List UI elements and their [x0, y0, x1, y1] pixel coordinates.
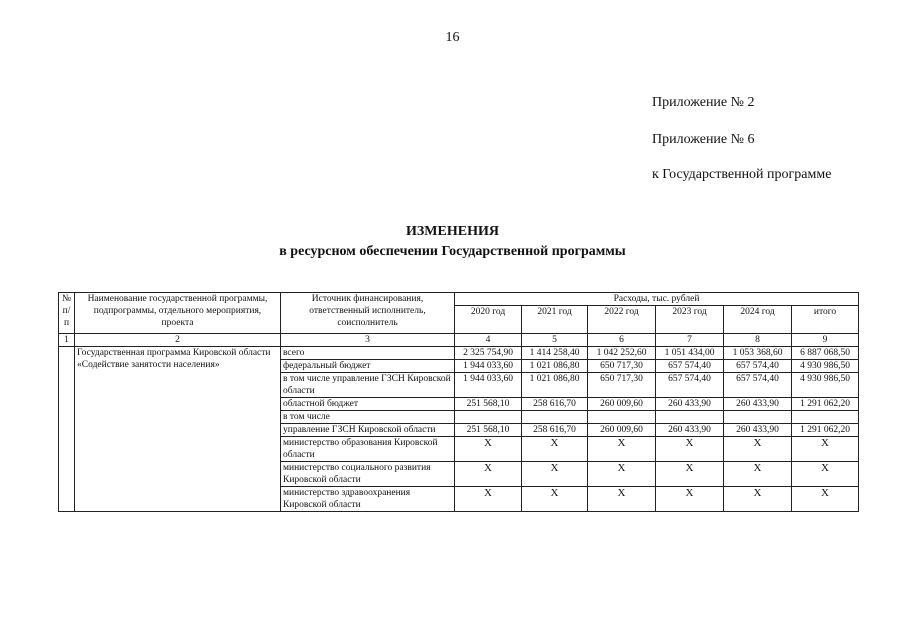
- source-cell: министерство социального развития Кировской области: [281, 462, 455, 487]
- value-cell: 1 021 086,80: [522, 360, 588, 373]
- value-cell: X: [724, 462, 792, 487]
- value-cell: 260 009,60: [588, 424, 656, 437]
- header-num: № п/п: [59, 293, 75, 334]
- value-cell: 251 568,10: [455, 424, 522, 437]
- value-cell: 1 944 033,60: [455, 373, 522, 398]
- source-cell: министерство образования Кировской области: [281, 437, 455, 462]
- document-subtitle: в ресурсном обеспечении Государственной программы: [279, 244, 626, 259]
- value-cell: 6 887 068,50: [792, 347, 859, 360]
- index-cell: 1: [59, 334, 75, 347]
- value-cell: X: [724, 437, 792, 462]
- value-cell: 650 717,30: [588, 360, 656, 373]
- value-cell: 1 042 252,60: [588, 347, 656, 360]
- value-cell: 258 616,70: [522, 398, 588, 411]
- value-cell: 1 051 434,00: [656, 347, 724, 360]
- header-name: Наименование государственной программы, подпрограммы, отдельного мероприятия, проекта: [75, 293, 281, 334]
- appendix-line-2: Приложение № 6: [652, 132, 755, 147]
- source-cell: в том числе: [281, 411, 455, 424]
- program-name-cell: Государственная программа Кировской области «Содействие занятости населения»: [75, 347, 281, 512]
- value-cell: 657 574,40: [656, 373, 724, 398]
- value-cell: X: [522, 462, 588, 487]
- source-cell: управление ГЗСН Кировской области: [281, 424, 455, 437]
- header-year: 2024 год: [724, 306, 792, 334]
- value-cell: 4 930 986,50: [792, 373, 859, 398]
- value-cell: X: [792, 487, 859, 512]
- value-cell: [656, 411, 724, 424]
- index-cell: 2: [75, 334, 281, 347]
- appendix-line-1: Приложение № 2: [652, 95, 755, 110]
- value-cell: X: [588, 487, 656, 512]
- value-cell: 260 009,60: [588, 398, 656, 411]
- value-cell: X: [588, 462, 656, 487]
- value-cell: 2 325 754,90: [455, 347, 522, 360]
- header-year: 2023 год: [656, 306, 724, 334]
- index-cell: 7: [656, 334, 724, 347]
- value-cell: X: [522, 437, 588, 462]
- row-num-cell: [59, 347, 75, 512]
- value-cell: X: [656, 487, 724, 512]
- index-cell: 3: [281, 334, 455, 347]
- value-cell: 657 574,40: [724, 360, 792, 373]
- value-cell: [522, 411, 588, 424]
- value-cell: X: [455, 487, 522, 512]
- value-cell: 1 291 062,20: [792, 424, 859, 437]
- value-cell: X: [588, 437, 656, 462]
- value-cell: 260 433,90: [656, 424, 724, 437]
- header-expenses: Расходы, тыс. рублей: [455, 293, 859, 306]
- value-cell: X: [792, 462, 859, 487]
- value-cell: [792, 411, 859, 424]
- page-number: 16: [445, 30, 460, 45]
- document-title: ИЗМЕНЕНИЯ: [406, 224, 499, 239]
- index-cell: 6: [588, 334, 656, 347]
- value-cell: 1 414 258,40: [522, 347, 588, 360]
- value-cell: 4 930 986,50: [792, 360, 859, 373]
- value-cell: 1 053 368,60: [724, 347, 792, 360]
- header-year: 2020 год: [455, 306, 522, 334]
- value-cell: 260 433,90: [724, 424, 792, 437]
- header-year: 2022 год: [588, 306, 656, 334]
- appendix-line-3: к Государственной программе: [652, 167, 832, 182]
- value-cell: 260 433,90: [656, 398, 724, 411]
- source-cell: областной бюджет: [281, 398, 455, 411]
- resources-table: [58, 292, 859, 512]
- value-cell: 251 568,10: [455, 398, 522, 411]
- index-cell: 8: [724, 334, 792, 347]
- index-cell: 9: [792, 334, 859, 347]
- source-cell: министерство здравоохранения Кировской области: [281, 487, 455, 512]
- index-cell: 5: [522, 334, 588, 347]
- value-cell: 657 574,40: [656, 360, 724, 373]
- value-cell: X: [522, 487, 588, 512]
- header-year: 2021 год: [522, 306, 588, 334]
- value-cell: [588, 411, 656, 424]
- value-cell: 260 433,90: [724, 398, 792, 411]
- value-cell: 1 021 086,80: [522, 373, 588, 398]
- value-cell: [455, 411, 522, 424]
- value-cell: 258 616,70: [522, 424, 588, 437]
- header-source: Источник финансирования, ответственный исполнитель, соисполнитель: [281, 293, 455, 334]
- value-cell: X: [455, 437, 522, 462]
- source-cell: всего: [281, 347, 455, 360]
- source-cell: федеральный бюджет: [281, 360, 455, 373]
- value-cell: X: [792, 437, 859, 462]
- index-cell: 4: [455, 334, 522, 347]
- value-cell: X: [656, 437, 724, 462]
- value-cell: X: [455, 462, 522, 487]
- header-total: итого: [792, 306, 859, 334]
- value-cell: 657 574,40: [724, 373, 792, 398]
- value-cell: X: [656, 462, 724, 487]
- value-cell: [724, 411, 792, 424]
- table-row: [59, 347, 859, 360]
- value-cell: 1 291 062,20: [792, 398, 859, 411]
- index-row: [59, 334, 859, 347]
- value-cell: 650 717,30: [588, 373, 656, 398]
- value-cell: X: [724, 487, 792, 512]
- value-cell: 1 944 033,60: [455, 360, 522, 373]
- source-cell: в том числе управление ГЗСН Кировской области: [281, 373, 455, 398]
